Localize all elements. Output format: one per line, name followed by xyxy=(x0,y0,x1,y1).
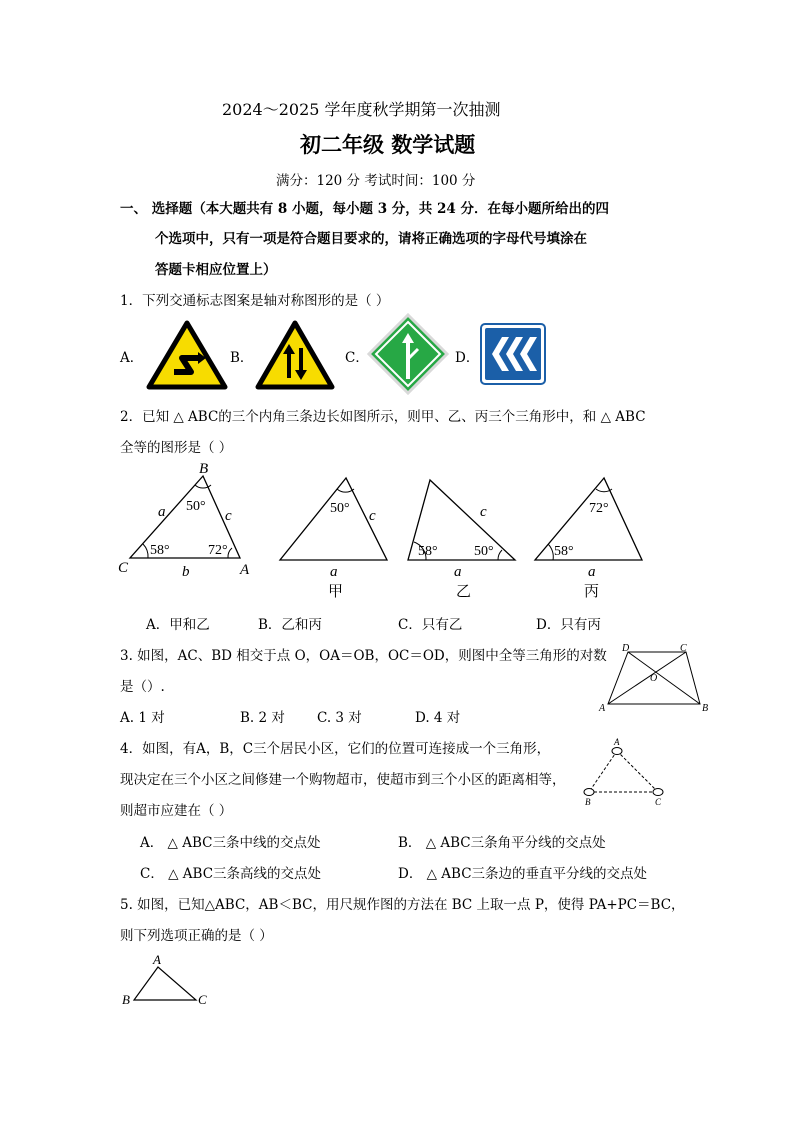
q4-stem-line1: 4．如图，有A，B，C三个居民小区，它们的位置可连接成一个三角形， xyxy=(120,741,551,757)
label-yi: 乙 xyxy=(456,584,472,600)
q2-stem-line2: 全等的图形是（ ） xyxy=(120,440,233,456)
label-bing: 丙 xyxy=(584,584,600,600)
label-c-vertex: C xyxy=(118,560,129,576)
label-angle-50: 50° xyxy=(186,499,206,514)
label-c: C xyxy=(198,992,207,1007)
winding-road-sign-icon xyxy=(146,320,228,390)
label-a: A xyxy=(153,952,161,967)
q2-option-a: A．甲和乙 xyxy=(146,617,210,633)
q4-option-b: B． △ ABC三条角平分线的交点处 xyxy=(398,835,606,851)
q3-option-d: D. 4 对 xyxy=(415,710,461,726)
label-jia: 甲 xyxy=(328,584,344,600)
q2-option-c: C．只有乙 xyxy=(398,617,463,633)
label-c: C xyxy=(655,797,662,807)
label-side-a: a xyxy=(588,564,596,580)
triangle-jia xyxy=(280,478,387,600)
exam-info: 满分：120 分 考试时间：100 分 xyxy=(276,173,476,189)
exam-year-line: 2024～2025 学年度秋学期第一次抽测 xyxy=(222,100,501,119)
q5-stem-line1: 5. 如图，已知△ABC，AB＜BC，用尺规作图的方法在 BC 上取一点 P，使得 PA+PC＝BC， xyxy=(120,897,685,913)
q2-triangles-figure xyxy=(110,458,650,608)
section-heading-line1: 一、 选择题（本大题共有 8 小题，每小题 3 分，共 24 分．在每小题所给出的四 xyxy=(120,201,609,217)
label-angle-72: 72° xyxy=(589,501,609,516)
label-o: O xyxy=(650,673,658,684)
q4-option-c: C． △ ABC三条高线的交点处 xyxy=(140,866,322,882)
q4-stem-line2: 现决定在三个小区之间修建一个购物超市，使超市到三个小区的距离相等， xyxy=(120,772,566,788)
label-side-c: c xyxy=(225,508,232,524)
label-a: A xyxy=(614,737,620,747)
label-b: B xyxy=(585,797,591,807)
q1-option-d: D． xyxy=(455,350,480,366)
label-angle-58: 58° xyxy=(150,543,170,558)
label-side-c: c xyxy=(480,504,487,520)
q4-option-d: D． △ ABC三条边的垂直平分线的交点处 xyxy=(398,866,648,882)
triangle-yi xyxy=(408,480,515,600)
q5-stem-line2: 则下列选项正确的是（ ） xyxy=(120,928,273,944)
q5-triangle-figure xyxy=(118,950,218,1010)
label-a-vertex: A xyxy=(240,562,250,578)
label-side-a: a xyxy=(330,564,338,580)
section-heading-line3: 答题卡相应位置上） xyxy=(155,262,277,278)
q2-stem-line1: 2．已知 △ ABC的三个内角三条边长如图所示，则甲、乙、丙三个三角形中，和 △ ABC xyxy=(120,409,646,425)
chevron-left-sign-icon xyxy=(480,323,546,385)
exam-title: 初二年级 数学试题 xyxy=(300,132,476,157)
q3-stem-line2: 是（）. xyxy=(120,679,165,695)
label-side-c: c xyxy=(369,508,376,524)
label-a: A xyxy=(599,703,606,714)
label-angle-50: 50° xyxy=(474,544,494,559)
triangle-abc xyxy=(118,461,250,580)
label-side-a: a xyxy=(454,564,462,580)
two-way-traffic-sign-icon xyxy=(255,320,335,390)
merge-lane-sign-icon xyxy=(367,313,449,395)
label-b: B xyxy=(122,992,130,1007)
label-angle-50: 50° xyxy=(330,501,350,516)
label-side-a: a xyxy=(158,504,166,520)
label-d: D xyxy=(622,643,630,654)
q3-stem-line1: 3. 如图，AC、BD 相交于点 O，OA＝OB，OC＝OD，则图中全等三角形的对数 xyxy=(120,648,607,664)
label-b: B xyxy=(702,703,709,714)
triangle-bing xyxy=(535,478,642,600)
q3-option-b: B. 2 对 xyxy=(240,710,285,726)
q1-option-a: A． xyxy=(120,350,144,366)
q1-stem: 1．下列交通标志图案是轴对称图形的是（ ） xyxy=(120,293,390,309)
label-angle-72: 72° xyxy=(208,543,228,558)
q3-quadrilateral-figure xyxy=(596,640,714,716)
label-side-b: b xyxy=(182,564,190,580)
section-heading-line2: 个选项中，只有一项是符合题目要求的，请将正确选项的字母代号填涂在 xyxy=(155,231,587,247)
q1-option-b: B． xyxy=(230,350,254,366)
q1-option-c: C． xyxy=(345,350,369,366)
q2-option-b: B．乙和丙 xyxy=(258,617,322,633)
q3-option-a: A. 1 对 xyxy=(120,710,165,726)
label-c: C xyxy=(680,643,687,654)
q2-option-d: D．只有丙 xyxy=(536,617,601,633)
q4-residential-triangle-figure xyxy=(575,737,675,807)
q3-option-c: C. 3 对 xyxy=(317,710,362,726)
q4-stem-line3: 则超市应建在（ ） xyxy=(120,803,233,819)
label-b-vertex: B xyxy=(199,461,209,477)
label-angle-58: 58° xyxy=(554,544,574,559)
q4-option-a: A． △ ABC三条中线的交点处 xyxy=(140,835,321,851)
label-angle-58: 58° xyxy=(418,544,438,559)
